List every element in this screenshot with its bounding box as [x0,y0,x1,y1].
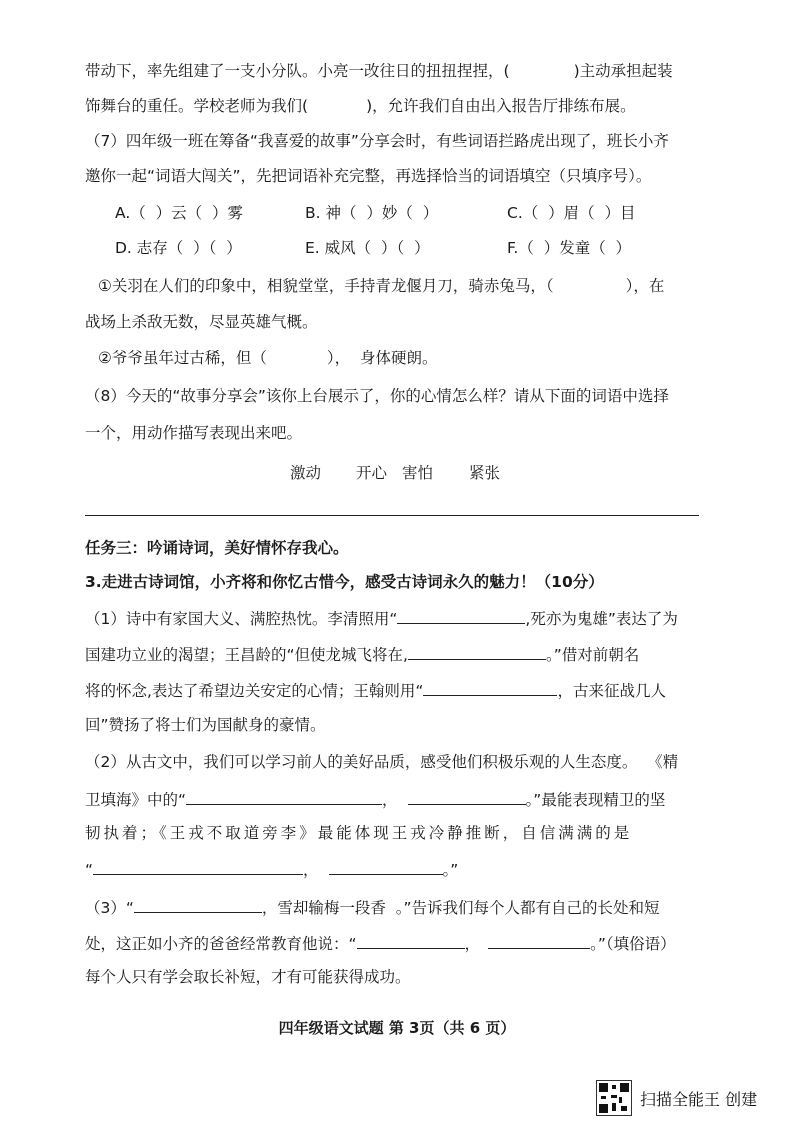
q7-option-a: A.（ ）云（ ）雾 [115,204,243,222]
task3-p1-line-3: 将的怀念,表达了希望边关安定的心情；王翰则用“ ，古来征战几人 [85,679,725,701]
q7-intro-2: 邀你一起“词语大闯关”，先把词语补充完整，再选择恰当的词语填空（只填序号）。 [85,167,652,185]
task3-blank-4[interactable] [186,788,382,805]
task3-title: 任务三：吟诵诗词，美好情怀存我心。 [85,539,349,557]
task3-blank-7[interactable] [329,858,443,875]
task3-p1-line-4: 回”赞扬了将士们为国献身的豪情。 [85,716,326,734]
q7-option-e: E. 威风（ ）（ ） [305,239,430,257]
task3-blank-9[interactable] [357,932,465,949]
q7-option-d: D. 志存（ ）（ ） [115,239,242,257]
q8-word-4: 紧张 [469,464,501,482]
task3-blank-5[interactable] [408,788,526,805]
q8-word-3: 害怕 [402,464,434,482]
task3-blank-3[interactable] [423,679,557,696]
task3-p1-line-1: （1）诗中有家国大义、满腔热忱。李清照用“ ,死亦为鬼雄”表达了为 [85,607,725,629]
task3-p3-line-1: （3）“ ，雪却输梅一段香 。”告诉我们每个人都有自己的长处和短 [85,896,725,918]
scanner-label: 扫描全能王 创建 [640,1089,758,1109]
task3-blank-10[interactable] [488,932,590,949]
task3-p2-line-3: 韧执着；《王戎不取道旁李》最能体现王戎冷静推断，自信满满的是 [85,824,633,842]
q7-intro-1: （7）四年级一班在筹备“我喜爱的故事”分享会时，有些词语拦路虎出现了，班长小齐 [85,132,669,150]
task3-blank-2[interactable] [408,643,546,660]
q7-sentence-1-cont: 战场上杀敌无数，尽显英雄气概。 [85,313,318,331]
q7-sentence-1: ①关羽在人们的印象中，相貌堂堂，手持青龙偃月刀，骑赤兔马，（ ），在 [98,277,665,295]
q8-word-2: 开心 [356,464,388,482]
answer-line[interactable] [85,515,699,516]
task3-blank-1[interactable] [397,607,525,624]
task3-p2-line-2: 卫填海》中的“ ， 。”最能表现精卫的坚 [85,788,725,810]
task3-blank-6[interactable] [93,858,303,875]
page-footer: 四年级语文试题 第 3页（共 6 页） [278,1019,516,1037]
task3-p1-line-2: 国建功立业的渴望；王昌龄的“但使龙城飞将在, 。”借对前朝名 [85,643,725,665]
task3-p3-line-3: 每个人只有学会取长补短，才有可能获得成功。 [85,968,411,986]
task3-question-heading: 3.走进古诗词馆，小齐将和你忆古惜今，感受古诗词永久的魅力！（10分） [85,573,604,591]
task3-blank-8[interactable] [134,896,262,913]
q7-option-b: B. 神（ ）妙（ ） [305,204,439,222]
q7-option-c: C.（ ）眉（ ）目 [507,204,636,222]
task3-p3-line-2: 处，这正如小齐的爸爸经常教育他说：“ ， 。”（填俗语） [85,932,725,954]
q6-line-1: 带动下，率先组建了一支小分队。小亮一改往日的扭扭捏捏，( )主动承担起装 [85,62,673,80]
q8-line-1: （8）今天的“故事分享会”该你上台展示了，你的心情怎么样？请从下面的词语中选择 [85,387,669,405]
q7-sentence-2: ②爷爷虽年过古稀，但（ ）， 身体硬朗。 [98,349,438,367]
scanner-watermark [596,1080,757,1116]
qr-code-icon [596,1080,632,1116]
q7-option-f: F.（ ）发童（ ） [507,239,632,257]
q8-word-1: 激动 [290,464,322,482]
q8-line-2: 一个，用动作描写表现出来吧。 [85,424,303,442]
q6-line-2: 饰舞台的重任。学校老师为我们( )，允许我们自由出入报告厅排练布展。 [85,97,636,115]
task3-p2-line-4: “ ， 。” [85,858,725,880]
task3-p2-line-1: （2）从古文中，我们可以学习前人的美好品质，感受他们积极乐观的人生态度。 《精 [85,753,679,771]
